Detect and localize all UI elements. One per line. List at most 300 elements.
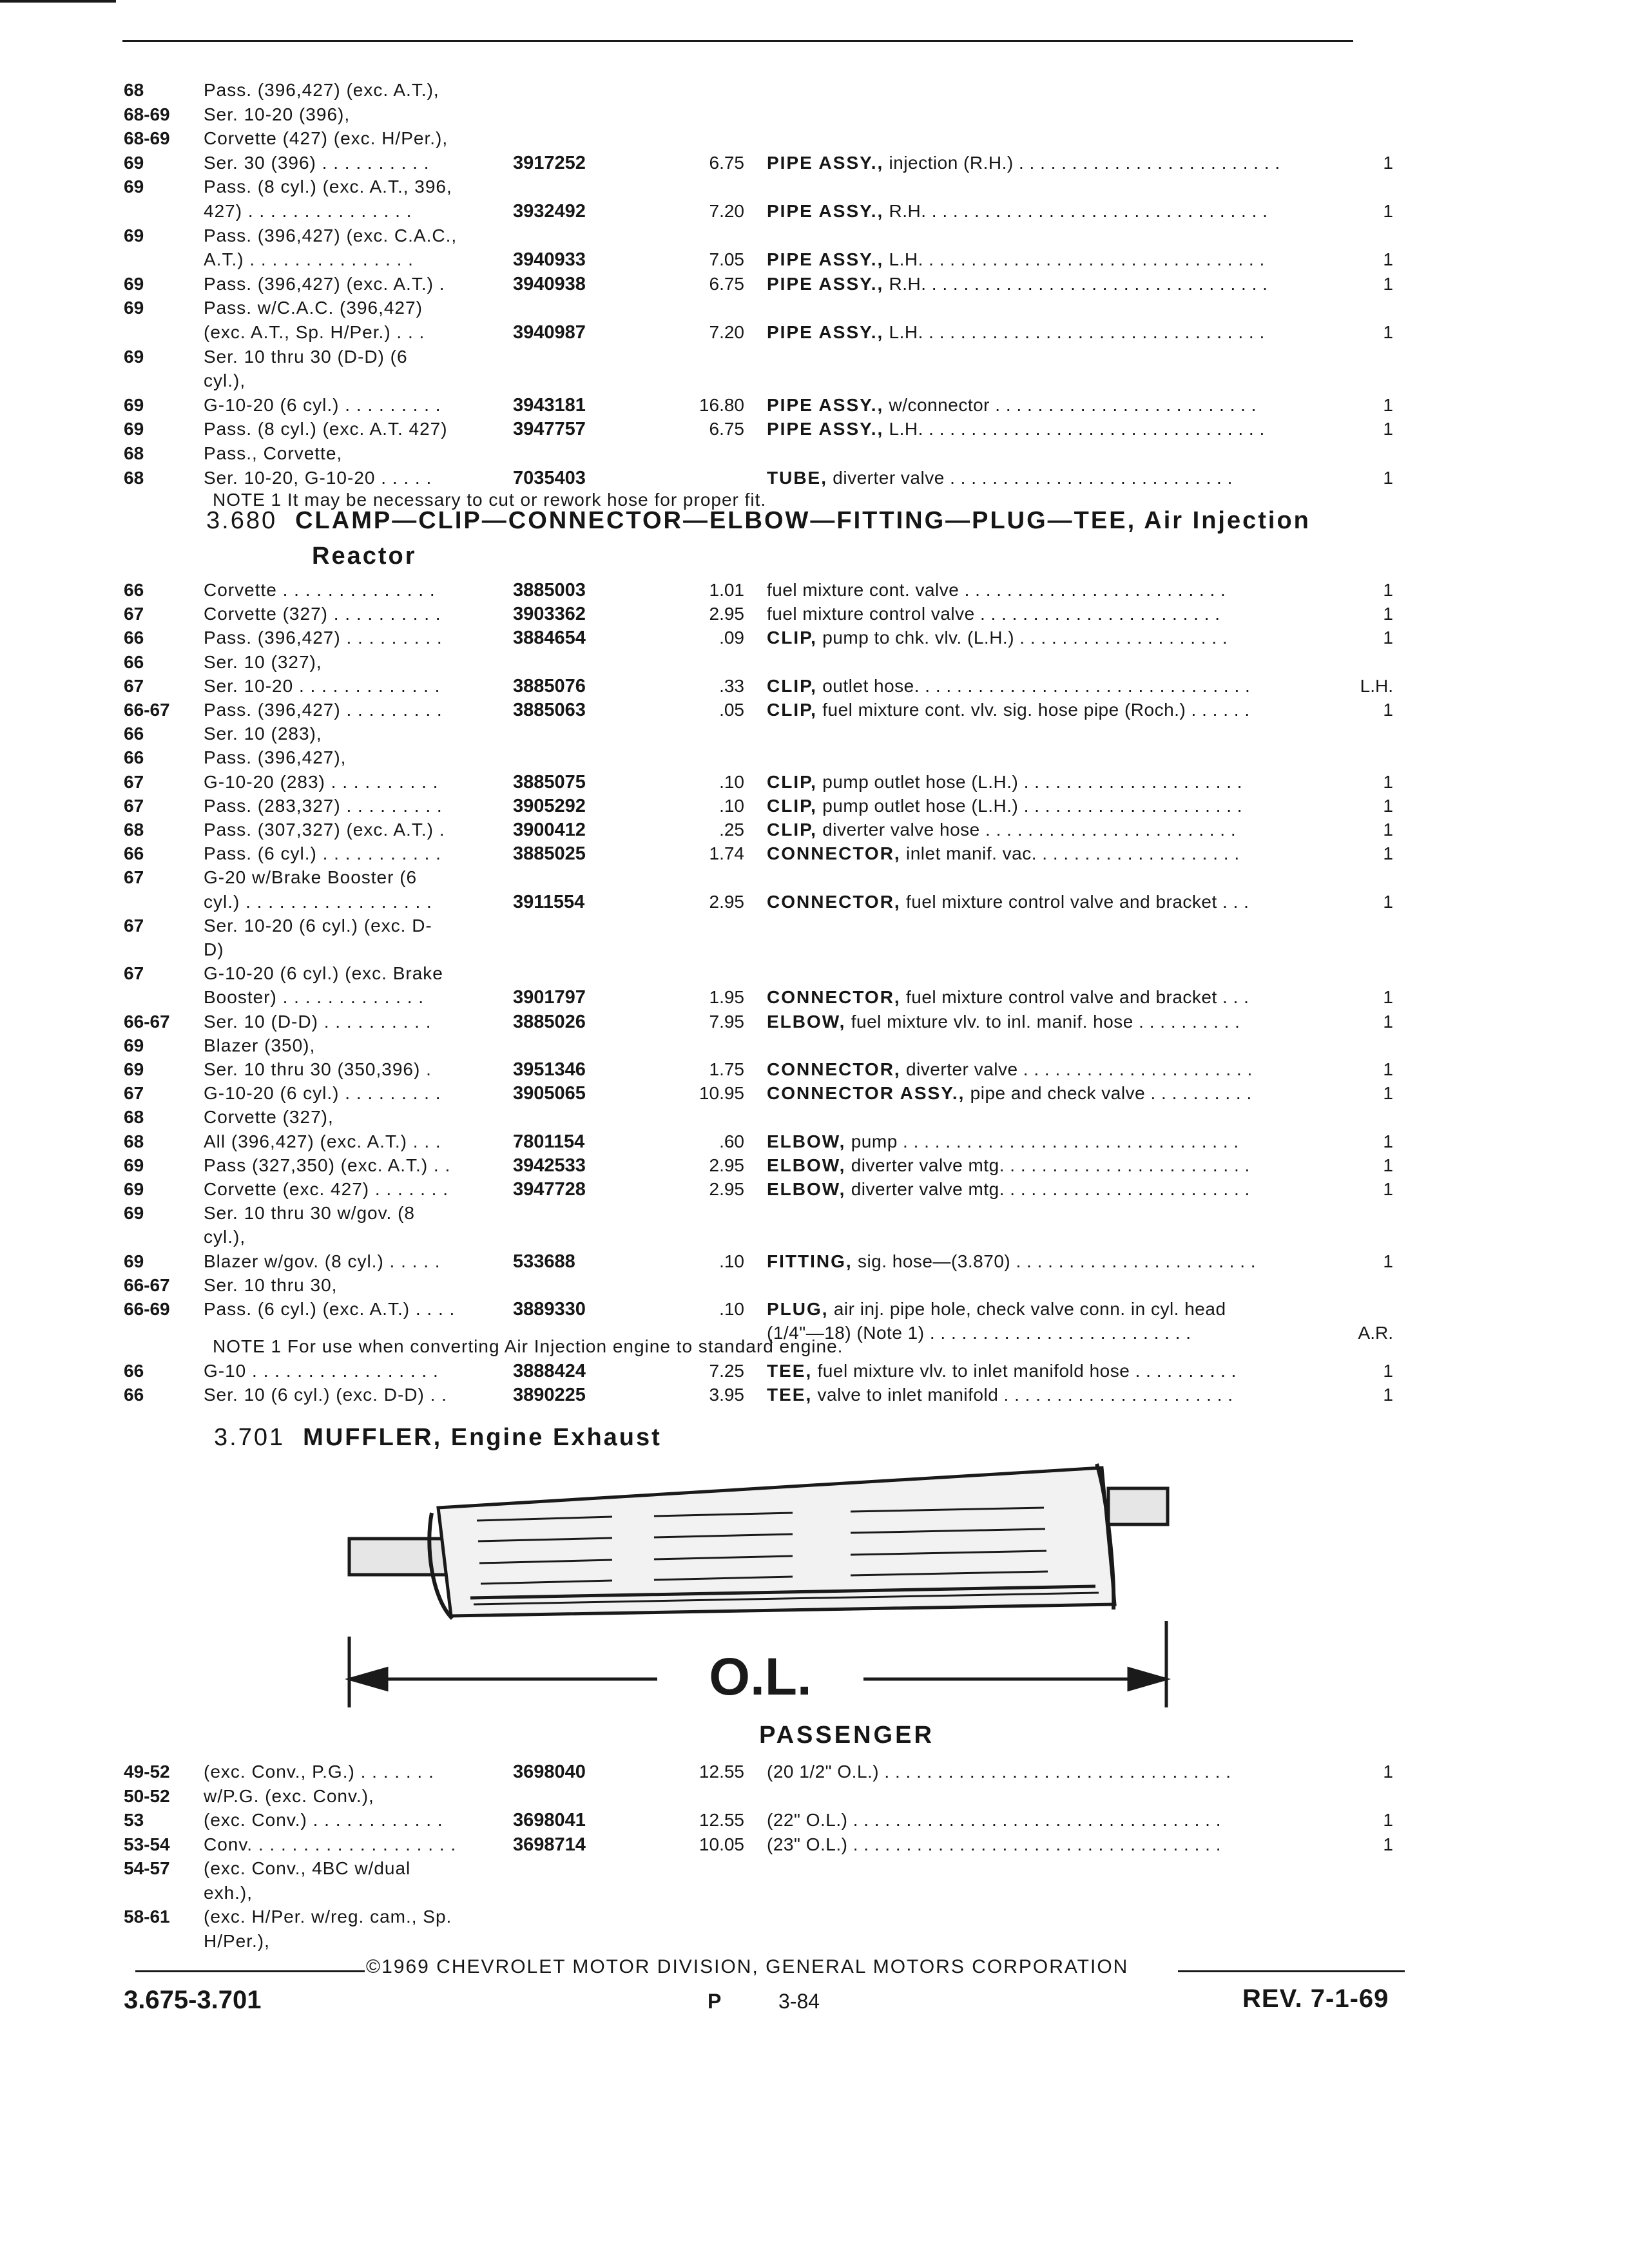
price-cell: .09 (719, 628, 744, 648)
year-cell: 50-52 (124, 1785, 170, 1806)
part-number-cell: 7801154 (513, 1131, 585, 1152)
parts-row (0, 273, 1629, 296)
application-cell: Ser. 10 (D-D) . . . . . . . . . . (204, 1011, 432, 1032)
part-name: CLIP, (767, 675, 817, 696)
page-range: 3.675-3.701 (124, 1986, 262, 2014)
application-cell: Ser. 10-20 (6 cyl.) (exc. D- (204, 915, 432, 936)
part-detail: pump outlet hose (L.H.) . . . . . . . . . . . . . . . . . . . . . (822, 771, 1243, 792)
price-cell: 6.75 (709, 273, 744, 294)
application-cell: Corvette (327), (204, 1107, 334, 1128)
parts-row (0, 1250, 1629, 1273)
quantity-cell: 1 (1383, 1251, 1393, 1271)
part-number-cell: 533688 (513, 1251, 575, 1272)
part-number-cell: 3903362 (513, 604, 586, 625)
part-description-cell (767, 200, 1337, 223)
part-detail: R.H. . . . . . . . . . . . . . . . . . . . . . . . . . . . . . . . . (889, 273, 1268, 294)
year-cell: 66-69 (124, 1299, 170, 1319)
part-name: PIPE ASSY., (767, 249, 884, 270)
part-name: CONNECTOR, (767, 987, 901, 1008)
part-detail: fuel mixture vlv. to inl. manif. hose . . . . . . . . . . (851, 1011, 1240, 1032)
application-cell: Blazer w/gov. (8 cyl.) . . . . . (204, 1251, 441, 1271)
part-name: TEE, (767, 1361, 813, 1381)
footer-rule-left (135, 1970, 365, 1972)
application-cell: Ser. 10-20, G-10-20 . . . . . (204, 467, 432, 488)
quantity-cell: 1 (1383, 152, 1393, 173)
parts-row (0, 675, 1629, 698)
application-cell: Ser. 10 thru 30, (204, 1274, 338, 1295)
passenger-heading: PASSENGER (759, 1722, 934, 1749)
application-cell: Pass. (8 cyl.) (exc. A.T., 396, (204, 177, 452, 197)
parts-row (0, 626, 1629, 649)
part-name: TUBE, (767, 467, 827, 488)
part-description-cell (767, 273, 1337, 296)
plug-note: NOTE 1 For use when converting Air Injection engine to standard engine. (213, 1336, 843, 1356)
year-cell: 69 (124, 1155, 144, 1175)
quantity-cell: 1 (1383, 1810, 1393, 1830)
price-cell: 2.95 (709, 604, 744, 624)
part-description-cell (767, 890, 1337, 914)
part-name: PIPE ASSY., (767, 201, 884, 221)
quantity-cell: 1 (1383, 1083, 1393, 1104)
part-number-cell: 3698714 (513, 1834, 586, 1855)
part-detail: diverter valve mtg. . . . . . . . . . . . . . . . . . . . . . . . (851, 1155, 1250, 1175)
application-cell: Pass. (6 cyl.) (exc. A.T.) . . . . (204, 1299, 456, 1319)
application-cell: Pass. (396,427), (204, 747, 347, 768)
application-cell: D) (204, 939, 224, 959)
application-cell: H/Per.), (204, 1930, 270, 1951)
part-description-cell (767, 1058, 1337, 1081)
price-cell: 7.05 (709, 249, 744, 270)
part-number-cell: 3932492 (513, 201, 586, 222)
part-number-cell: 3911554 (513, 891, 585, 912)
part-name: CLIP, (767, 795, 817, 816)
parts-row (0, 1274, 1629, 1297)
parts-row (0, 986, 1629, 1009)
application-cell: Ser. 10 (6 cyl.) (exc. D-D) . . (204, 1385, 447, 1405)
part-number-cell: 3917252 (513, 152, 586, 173)
dimension-left-arrow (351, 1669, 387, 1689)
part-detail: air inj. pipe hole, check valve conn. in cyl. head (833, 1299, 1226, 1319)
section-3680-heading (206, 507, 1311, 535)
part-description-cell (767, 1154, 1337, 1177)
part-number-cell: 3889330 (513, 1299, 586, 1320)
parts-row (0, 1383, 1629, 1407)
quantity-cell: L.H. (1360, 675, 1393, 696)
price-cell: 6.75 (709, 152, 744, 173)
parts-row (0, 1178, 1629, 1201)
price-cell: .10 (719, 1251, 744, 1271)
application-cell: Pass. (396,427) (exc. A.T.) . (204, 273, 445, 294)
year-cell: 69 (124, 346, 144, 367)
application-cell: (exc. Conv., 4BC w/dual (204, 1858, 411, 1878)
part-detail: diverter valve . . . . . . . . . . . . . . . . . . . . . . . . . . . (833, 467, 1233, 488)
part-name: CLIP, (767, 820, 817, 840)
dimension-right-arrow (1129, 1669, 1165, 1689)
quantity-cell: 1 (1383, 843, 1393, 864)
part-description-cell (767, 675, 1337, 698)
part-name: ELBOW, (767, 1155, 846, 1175)
dimension-label: O.L. (709, 1648, 812, 1706)
part-number-cell: 3905065 (513, 1083, 586, 1104)
part-number-cell: 3951346 (513, 1059, 586, 1080)
part-number-cell: 7035403 (513, 467, 586, 488)
application-cell: Pass. (396,427) (exc. A.T.), (204, 80, 439, 100)
year-cell: 69 (124, 1203, 144, 1224)
quantity-cell: 1 (1383, 1155, 1393, 1175)
year-cell: 68-69 (124, 104, 170, 124)
year-cell: 69 (124, 1035, 144, 1055)
parts-row (0, 1034, 1629, 1057)
parts-row (0, 962, 1629, 985)
top-left-mark (0, 0, 116, 3)
revision-date: REV. 7-1-69 (1242, 1984, 1389, 2013)
part-detail: fuel mixture vlv. to inlet manifold hose . . . . . . . . . . (817, 1361, 1237, 1381)
copyright-line: ©1969 CHEVROLET MOTOR DIVISION, GENERAL MOTORS CORPORATION (366, 1956, 1129, 1977)
parts-row (0, 722, 1629, 745)
price-cell: 2.95 (709, 1179, 744, 1199)
year-cell: 69 (124, 152, 144, 173)
year-cell: 69 (124, 419, 144, 439)
application-cell: Pass (327,350) (exc. A.T.) . . (204, 1155, 451, 1175)
part-detail: fuel mixture control valve and bracket . . . (906, 891, 1249, 912)
part-description-cell (767, 1321, 1337, 1345)
quantity-cell: 1 (1383, 1834, 1393, 1854)
part-name: ELBOW, (767, 1131, 846, 1151)
part-detail: fuel mixture cont. valve . . . . . . . . . . . . . . . . . . . . . . . . . (767, 580, 1226, 600)
part-description-cell (767, 1178, 1337, 1201)
parts-row (0, 200, 1629, 223)
part-name: PIPE ASSY., (767, 273, 884, 294)
year-cell: 53-54 (124, 1834, 170, 1854)
year-cell: 68 (124, 820, 144, 840)
application-cell: Pass. (396,427) (exc. C.A.C., (204, 225, 458, 245)
quantity-cell: 1 (1383, 891, 1393, 912)
part-detail: pump outlet hose (L.H.) . . . . . . . . . . . . . . . . . . . . . (822, 795, 1243, 816)
part-description-cell (767, 986, 1337, 1009)
quantity-cell: 1 (1383, 1131, 1393, 1151)
part-description-cell (767, 1760, 1337, 1783)
parts-row (0, 1010, 1629, 1033)
quantity-cell: 1 (1383, 322, 1393, 342)
application-cell: Corvette (exc. 427) . . . . . . . (204, 1179, 449, 1199)
part-number-cell: 3940938 (513, 273, 586, 294)
parts-row (0, 794, 1629, 818)
application-cell: Pass. (8 cyl.) (exc. A.T. 427) (204, 419, 448, 439)
part-number-cell: 3885003 (513, 580, 586, 601)
quantity-cell: 1 (1383, 1011, 1393, 1032)
application-cell: cyl.), (204, 370, 246, 391)
part-number-cell: 3888424 (513, 1361, 586, 1381)
part-description-cell (767, 698, 1337, 722)
part-description-cell (767, 818, 1337, 841)
year-cell: 66 (124, 1385, 144, 1405)
part-detail: sig. hose—(3.870) . . . . . . . . . . . . . . . . . . . . . . . (857, 1251, 1257, 1271)
year-cell: 66 (124, 580, 144, 600)
part-description-cell (767, 1130, 1337, 1153)
price-cell: .10 (719, 771, 744, 792)
price-cell: 16.80 (699, 394, 744, 415)
part-description-cell (767, 579, 1337, 602)
application-cell: G-10-20 (6 cyl.) (exc. Brake (204, 963, 443, 984)
parts-row (0, 1130, 1629, 1153)
parts-row (0, 1154, 1629, 1177)
part-name: CLIP, (767, 771, 817, 792)
parts-row (0, 418, 1629, 441)
year-cell: 58-61 (124, 1907, 170, 1927)
application-cell: A.T.) . . . . . . . . . . . . . . . (204, 249, 414, 270)
price-cell: 1.01 (709, 580, 744, 600)
parts-row (0, 938, 1629, 961)
quantity-cell: 1 (1383, 394, 1393, 415)
application-cell: (exc. H/Per. w/reg. cam., Sp. (204, 1907, 452, 1927)
application-cell: Ser. 10 (283), (204, 724, 322, 744)
parts-row (0, 579, 1629, 602)
part-description-cell (767, 1360, 1337, 1383)
part-name: CONNECTOR, (767, 891, 901, 912)
application-cell: Pass., Corvette, (204, 443, 343, 463)
year-cell: 69 (124, 394, 144, 415)
application-cell: Ser. 10-20 (396), (204, 104, 351, 124)
section-title: MUFFLER, Engine Exhaust (303, 1424, 662, 1451)
parts-row (0, 345, 1629, 369)
application-cell: Blazer (350), (204, 1035, 316, 1055)
price-cell: .10 (719, 795, 744, 816)
year-cell: 67 (124, 867, 144, 888)
quantity-cell: 1 (1383, 419, 1393, 439)
part-number-cell: 3698041 (513, 1810, 586, 1831)
application-cell: (exc. Conv.) . . . . . . . . . . . . (204, 1810, 443, 1830)
application-cell: Conv. . . . . . . . . . . . . . . . . . . (204, 1834, 457, 1854)
part-number-cell: 3947728 (513, 1179, 586, 1200)
parts-row (0, 1905, 1629, 1928)
year-cell: 66 (124, 651, 144, 672)
parts-row (0, 771, 1629, 794)
application-cell: Pass. (396,427) . . . . . . . . . (204, 628, 443, 648)
year-cell: 53 (124, 1810, 144, 1830)
part-detail: valve to inlet manifold . . . . . . . . . . . . . . . . . . . . . . (817, 1385, 1233, 1405)
muffler-outlet-pipe (1108, 1488, 1168, 1524)
parts-row (0, 442, 1629, 465)
part-name: CLIP, (767, 700, 817, 720)
year-cell: 67 (124, 1083, 144, 1104)
application-cell: (exc. Conv., P.G.) . . . . . . . (204, 1762, 434, 1782)
part-name: PIPE ASSY., (767, 322, 884, 342)
quantity-cell: 1 (1383, 273, 1393, 294)
application-cell: Ser. 10 thru 30 (D-D) (6 (204, 346, 408, 367)
parts-row (0, 224, 1629, 247)
application-cell: All (396,427) (exc. A.T.) . . . (204, 1131, 441, 1151)
price-cell: 6.75 (709, 419, 744, 439)
year-cell: 66 (124, 843, 144, 864)
parts-row (0, 394, 1629, 417)
quantity-cell: A.R. (1358, 1323, 1393, 1343)
part-name: PIPE ASSY., (767, 419, 884, 439)
part-detail: (23" O.L.) . . . . . . . . . . . . . . . . . . . . . . . . . . . . . . . . . . . (767, 1834, 1221, 1854)
part-description-cell (767, 771, 1337, 794)
pipe-note: NOTE 1 It may be necessary to cut or rework hose for proper fit. (213, 490, 767, 510)
application-cell: G-20 w/Brake Booster (6 (204, 867, 418, 888)
application-cell: G-10-20 (6 cyl.) . . . . . . . . . (204, 1083, 441, 1104)
parts-row (0, 1857, 1629, 1880)
year-cell: 66 (124, 747, 144, 768)
part-description-cell (767, 794, 1337, 818)
quantity-cell: 1 (1383, 1059, 1393, 1079)
parts-row (0, 466, 1629, 490)
parts-row (0, 369, 1629, 392)
application-cell: Corvette (327) . . . . . . . . . . (204, 604, 441, 624)
application-cell: Ser. 10 thru 30 w/gov. (8 (204, 1203, 415, 1224)
parts-row (0, 746, 1629, 769)
part-number-cell: 3698040 (513, 1762, 586, 1782)
quantity-cell: 1 (1383, 1361, 1393, 1381)
part-description-cell (767, 1082, 1337, 1105)
parts-row (0, 1298, 1629, 1321)
parts-row (0, 1760, 1629, 1783)
price-cell: 10.05 (699, 1834, 744, 1854)
year-cell: 66-67 (124, 700, 170, 720)
part-name: CONNECTOR, (767, 843, 901, 864)
part-detail: (22" O.L.) . . . . . . . . . . . . . . . . . . . . . . . . . . . . . . . . . . . (767, 1810, 1221, 1830)
part-detail: diverter valve hose . . . . . . . . . . . . . . . . . . . . . . . . (822, 820, 1237, 840)
parts-row (0, 1058, 1629, 1081)
header-rule (122, 40, 1353, 42)
price-cell: 7.20 (709, 201, 744, 221)
section-number: 3.701 (214, 1424, 285, 1451)
application-cell: Ser. 10 (327), (204, 651, 322, 672)
part-detail: fuel mixture cont. vlv. sig. hose pipe (Roch.) . . . . . . (822, 700, 1250, 720)
price-cell: 1.75 (709, 1059, 744, 1079)
parts-row (0, 1202, 1629, 1225)
parts-row (0, 1225, 1629, 1249)
year-cell: 66 (124, 628, 144, 648)
parts-row (0, 1360, 1629, 1383)
part-detail: R.H. . . . . . . . . . . . . . . . . . . . . . . . . . . . . . . . . (889, 201, 1268, 221)
parts-row (0, 103, 1629, 126)
section-number: 3.680 (206, 507, 278, 534)
section-3680-heading-cont (312, 543, 417, 570)
part-number-cell: 3884654 (513, 628, 586, 649)
year-cell: 69 (124, 177, 144, 197)
section-3701-heading (214, 1424, 662, 1452)
parts-row (0, 698, 1629, 722)
parts-row (0, 651, 1629, 674)
price-cell: 12.55 (699, 1810, 744, 1830)
part-detail: (20 1/2" O.L.) . . . . . . . . . . . . . . . . . . . . . . . . . . . . . . . . . (767, 1762, 1231, 1782)
part-description-cell (767, 1383, 1337, 1407)
quantity-cell: 1 (1383, 987, 1393, 1008)
application-cell: Ser. 30 (396) . . . . . . . . . . (204, 152, 430, 173)
price-cell: 7.20 (709, 322, 744, 342)
quantity-cell: 1 (1383, 771, 1393, 792)
price-cell: 1.95 (709, 987, 744, 1008)
part-description-cell (767, 1010, 1337, 1033)
quantity-cell: 1 (1383, 628, 1393, 648)
application-cell: Pass. (307,327) (exc. A.T.) . (204, 820, 445, 840)
price-cell: 2.95 (709, 891, 744, 912)
part-detail: pump . . . . . . . . . . . . . . . . . . . . . . . . . . . . . . . . (851, 1131, 1239, 1151)
quantity-cell: 1 (1383, 1385, 1393, 1405)
price-cell: .60 (719, 1131, 744, 1151)
page-letter: P (708, 1990, 722, 2013)
year-cell: 54-57 (124, 1858, 170, 1878)
application-cell: G-10-20 (283) . . . . . . . . . . (204, 771, 439, 792)
year-cell: 69 (124, 298, 144, 318)
part-number-cell: 3885063 (513, 700, 586, 720)
part-description-cell (767, 1833, 1337, 1856)
year-cell: 66-67 (124, 1011, 170, 1032)
part-name: FITTING, (767, 1251, 853, 1271)
year-cell: 69 (124, 225, 144, 245)
quantity-cell: 1 (1383, 249, 1393, 270)
year-cell: 68 (124, 1107, 144, 1128)
part-detail: outlet hose. . . . . . . . . . . . . . . . . . . . . . . . . . . . . . . . (822, 675, 1251, 696)
price-cell: 1.74 (709, 843, 744, 864)
application-cell: w/P.G. (exc. Conv.), (204, 1785, 374, 1806)
parts-row (0, 1785, 1629, 1808)
price-cell: 2.95 (709, 1155, 744, 1175)
parts-row (0, 1881, 1629, 1905)
section-title-cont: Reactor (312, 543, 417, 570)
application-cell: Pass. (6 cyl.) . . . . . . . . . . . (204, 843, 441, 864)
year-cell: 66-67 (124, 1274, 170, 1295)
part-number-cell: 3900412 (513, 820, 586, 840)
part-detail: diverter valve mtg. . . . . . . . . . . . . . . . . . . . . . . . (851, 1179, 1250, 1199)
application-cell: G-10-20 (6 cyl.) . . . . . . . . . (204, 394, 441, 415)
part-name: ELBOW, (767, 1011, 846, 1032)
part-description-cell (767, 842, 1337, 865)
price-cell: 12.55 (699, 1762, 744, 1782)
year-cell: 68 (124, 80, 144, 100)
part-name: PLUG, (767, 1299, 829, 1319)
part-name: ELBOW, (767, 1179, 846, 1199)
part-detail: pipe and check valve . . . . . . . . . . (970, 1083, 1252, 1104)
year-cell: 66 (124, 1361, 144, 1381)
part-number-cell: 3901797 (513, 987, 586, 1008)
parts-row (0, 175, 1629, 198)
part-description-cell (767, 466, 1337, 490)
application-cell: Pass. (396,427) . . . . . . . . . (204, 700, 443, 720)
application-cell: (exc. A.T., Sp. H/Per.) . . . (204, 322, 425, 342)
application-cell: cyl.) . . . . . . . . . . . . . . . . . (204, 891, 432, 912)
part-number-cell: 3885026 (513, 1011, 586, 1032)
year-cell: 49-52 (124, 1762, 170, 1782)
parts-row (0, 818, 1629, 841)
year-cell: 67 (124, 604, 144, 624)
quantity-cell: 1 (1383, 1762, 1393, 1782)
part-number-cell: 3947757 (513, 419, 586, 440)
year-cell: 69 (124, 1251, 144, 1271)
application-cell: Pass. w/C.A.C. (396,427) (204, 298, 423, 318)
quantity-cell: 1 (1383, 604, 1393, 624)
application-cell: exh.), (204, 1882, 253, 1903)
year-cell: 68 (124, 443, 144, 463)
price-cell: .10 (719, 1299, 744, 1319)
part-detail: L.H. . . . . . . . . . . . . . . . . . . . . . . . . . . . . . . . . (889, 249, 1265, 270)
parts-row (0, 296, 1629, 320)
parts-row (0, 248, 1629, 271)
part-description-cell (767, 418, 1337, 441)
part-detail: w/connector . . . . . . . . . . . . . . . . . . . . . . . . . (889, 394, 1257, 415)
price-cell: 10.95 (699, 1083, 744, 1104)
parts-row (0, 1833, 1629, 1856)
part-description-cell (767, 248, 1337, 271)
part-name: TEE, (767, 1385, 813, 1405)
parts-row (0, 866, 1629, 889)
part-description-cell (767, 626, 1337, 649)
parts-row (0, 1082, 1629, 1105)
part-detail: fuel mixture control valve . . . . . . . . . . . . . . . . . . . . . . . (767, 604, 1220, 624)
quantity-cell: 1 (1383, 795, 1393, 816)
